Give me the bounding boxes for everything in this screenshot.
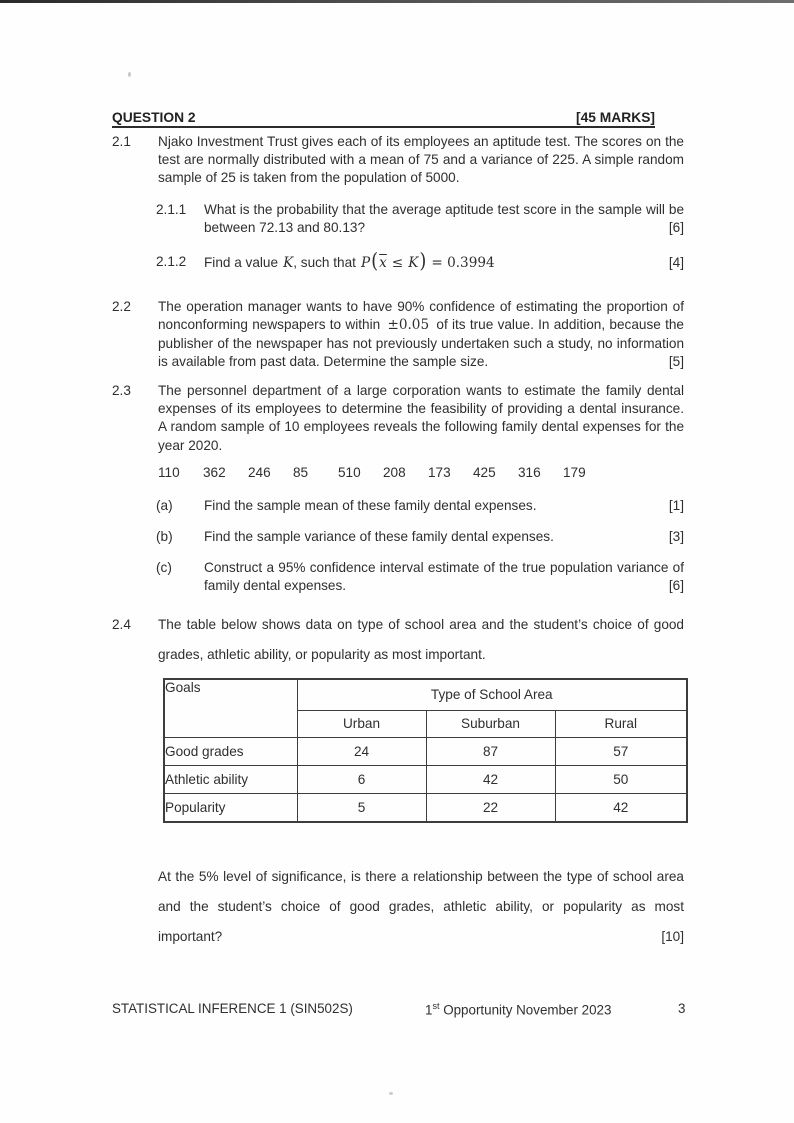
part-text-body: Find the sample mean of these family dental expenses. — [204, 497, 537, 513]
marks-badge: [1] — [668, 497, 684, 513]
question-2-3-c — [156, 559, 684, 595]
marks-badge: [5] — [668, 353, 684, 369]
table-span-header: Type of School Area — [297, 679, 687, 711]
question-text-before: The operation manager wants to have 90% confidence of estimating the proportion of nonconforming newspapers to within — [158, 299, 684, 333]
data-value: 173 — [428, 464, 451, 480]
table-row — [164, 737, 687, 765]
footer-course-title: STATISTICAL INFERENCE 1 (SIN502S) — [112, 1001, 353, 1016]
table-cell: 6 — [297, 765, 426, 793]
sample-data-row — [158, 464, 684, 482]
data-value: 316 — [518, 464, 541, 480]
closing-text-body: At the 5% level of significance, is there a relationship between the type of school area and the student’s choice of good grades, athletic ability, or popularity as most important? — [158, 868, 684, 944]
row-label: Popularity — [164, 793, 297, 822]
math-equals-value: = 0.3994 — [431, 255, 495, 272]
question-text: Njako Investment Trust gives each of its employees an aptitude test. The scores on the test are normally distributed with a mean of 75 and a variance of 225. A simple random sample of 25 is taken from the population of 5000. — [158, 134, 684, 186]
math-P: P — [360, 255, 371, 272]
question-2-1-1 — [156, 201, 684, 237]
question-total-marks: [45 MARKS] — [576, 110, 655, 125]
table-row — [164, 765, 687, 793]
table-cell: 5 — [297, 793, 426, 822]
footer-opportunity-number: 1 — [425, 1002, 433, 1018]
part-text-body: Construct a 95% confidence interval estimate of the true population variance of family dental expenses. — [204, 560, 684, 594]
table-cell: 42 — [555, 793, 687, 822]
math-paren-close: ) — [419, 249, 427, 274]
question-number: 2.4 — [112, 616, 131, 632]
question-header — [112, 110, 655, 128]
question-text: The personnel department of a large corporation wants to estimate the family dental expenses of its employees to determine the feasibility of providing a dental insurance. A random sample of 10 employees reveals the following family dental expenses for the year 2020. — [158, 383, 684, 453]
question-text-after: of its true value. In addition, because the publisher of the newspaper has not previously undertaken such a study, no information is available from past data. Determine the sample size. — [158, 317, 684, 369]
scan-speck — [128, 72, 131, 77]
column-header-rural: Rural — [555, 710, 687, 737]
data-value: 510 — [338, 464, 361, 480]
question-number: 2.1.2 — [156, 254, 187, 270]
table-cell: 50 — [555, 765, 687, 793]
question-text — [158, 298, 684, 371]
data-value: 208 — [383, 464, 406, 480]
question-2-1 — [112, 133, 684, 188]
row-label: Good grades — [164, 737, 297, 765]
page-number: 3 — [678, 1001, 686, 1016]
question-2-4-closing — [112, 862, 684, 952]
math-paren-open: ( — [371, 249, 379, 274]
part-label: (a) — [156, 497, 173, 513]
question-2-2 — [112, 298, 684, 371]
spacer — [112, 862, 158, 952]
math-pm-value: ±0.05 — [387, 317, 430, 334]
table-cell: 57 — [555, 737, 687, 765]
data-value: 425 — [473, 464, 496, 480]
question-text-lead: Find a value — [204, 255, 279, 271]
part-text — [204, 497, 684, 515]
question-2-1-2 — [156, 249, 684, 274]
closing-text — [158, 862, 684, 952]
page-content — [112, 110, 684, 952]
row-label: Athletic ability — [164, 765, 297, 793]
page-top-rule — [0, 0, 794, 3]
math-leq: ≤ — [391, 255, 404, 272]
marks-badge: [6] — [668, 219, 684, 235]
question-text: The table below shows data on type of school area and the student’s choice of good grades, athletic ability, or popularity as most important. — [158, 616, 684, 662]
math-formula — [360, 249, 495, 274]
question-number: 2.1 — [112, 134, 131, 149]
question-number: 2.1.1 — [156, 201, 187, 217]
column-header-urban: Urban — [297, 710, 426, 737]
table-cell: 22 — [426, 793, 555, 822]
table-cell: 24 — [297, 737, 426, 765]
data-value: 85 — [293, 464, 309, 480]
scan-speck — [389, 1092, 393, 1095]
question-number: 2.3 — [112, 383, 131, 399]
question-text-mid: , such that — [293, 255, 356, 271]
data-value: 362 — [203, 464, 226, 480]
footer-opportunity-text: Opportunity November 2023 — [439, 1002, 612, 1018]
question-2-3 — [112, 382, 684, 455]
marks-badge: [10] — [661, 928, 684, 944]
marks-badge: [4] — [668, 255, 684, 271]
marks-badge: [6] — [668, 578, 684, 594]
question-title: QUESTION 2 — [112, 110, 196, 125]
data-value: 179 — [563, 464, 586, 480]
math-variable-K: K — [408, 255, 419, 272]
part-text — [204, 559, 684, 595]
question-text-body: What is the probability that the average aptitude test score in the sample will be between 72.13 and 80.13? — [204, 201, 684, 235]
part-label: (b) — [156, 529, 173, 545]
data-value: 246 — [248, 464, 271, 480]
table-cell: 42 — [426, 765, 555, 793]
table-row — [164, 793, 687, 822]
part-text-body: Find the sample variance of these family dental expenses. — [204, 529, 554, 545]
math-variable-K: K — [283, 255, 294, 272]
table-cell: 87 — [426, 737, 555, 765]
part-text — [204, 528, 684, 546]
table-header-row — [164, 679, 687, 711]
question-number: 2.2 — [112, 299, 131, 315]
marks-badge: [3] — [668, 529, 684, 545]
column-header-suburban: Suburban — [426, 710, 555, 737]
footer-opportunity — [425, 1001, 611, 1017]
part-label: (c) — [156, 560, 172, 576]
question-2-3-a — [156, 497, 684, 515]
data-value: 110 — [158, 464, 180, 480]
question-2-4 — [112, 610, 684, 670]
question-2-3-b — [156, 528, 684, 546]
table-corner-header: Goals — [164, 679, 297, 738]
school-area-table — [163, 678, 688, 823]
question-text — [204, 249, 684, 274]
question-text — [204, 201, 684, 237]
math-xbar: $\overline{x}$ — [379, 255, 387, 272]
footer-opportunity-sup: st — [432, 1001, 440, 1011]
